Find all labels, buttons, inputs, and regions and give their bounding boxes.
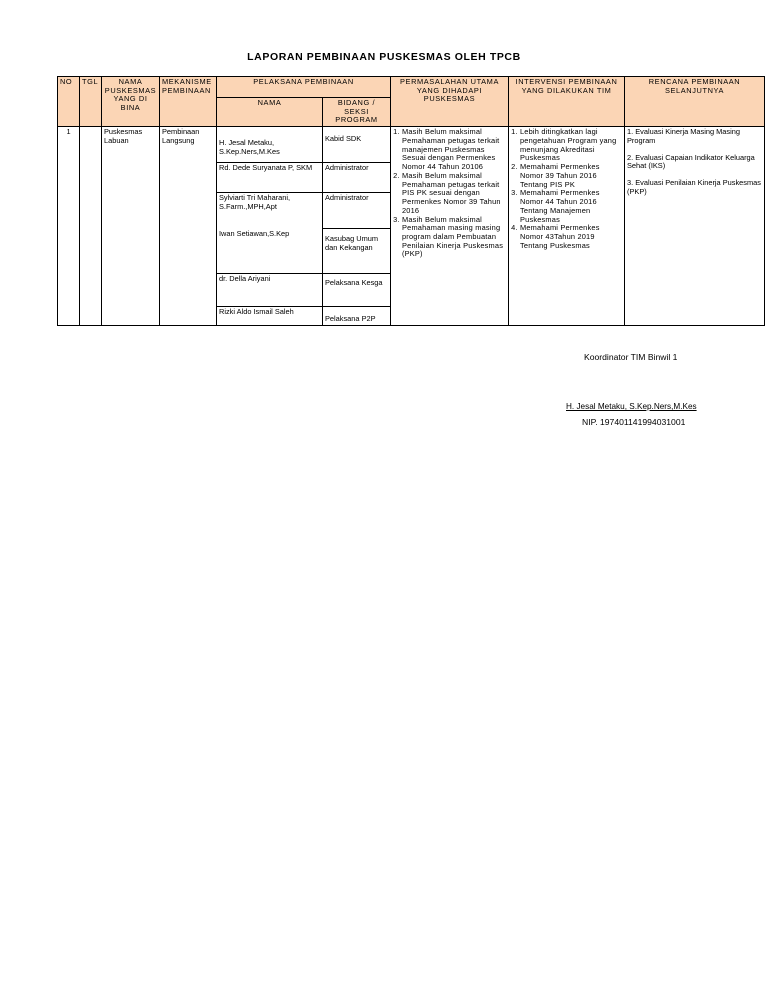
cell-puskesmas: Puskesmas Labuan (102, 127, 160, 326)
cell-mekanisme: Pembinaan Langsung (160, 127, 217, 326)
pelaksana-nama-3: Sylviarti Tri Maharani, S.Farm.,MPH,Apt (217, 193, 323, 229)
permasalahan-item: 3. Masih Belum maksimal Pemahaman masing masing program dalam Pembuatan Penilaian Kinerja Puskesmas (PKP) (402, 216, 506, 260)
header-bidang: BIDANG / SEKSI PROGRAM (323, 98, 391, 127)
permasalahan-item: 1. Masih Belum maksimal Pemahaman petugas terkait manajemen Puskesmas Sesuai dengan Permenkes Nomor 44 Tahun 20106 (402, 128, 506, 172)
signatory-name: H. Jesal Metaku, S.Kep.Ners,M.Kes (566, 402, 697, 411)
header-row (58, 77, 765, 98)
cell-no: 1 (58, 127, 80, 326)
rencana-item: 3. Evaluasi Penilaian Kinerja Puskesmas (PKP) (627, 178, 761, 196)
pelaksana-nama-4: Iwan Setiawan,S.Kep (217, 229, 323, 274)
rencana-item: 1. Evaluasi Kinerja Masing Masing Program (627, 127, 740, 145)
coordinator-label: Koordinator TIM Binwil 1 (584, 352, 678, 362)
header-permasalahan: PERMASALAHAN UTAMA YANG DIHADAPI PUSKESMAS (391, 77, 509, 127)
pelaksana-bidang-6: Pelaksana P2P (323, 307, 391, 326)
header-rencana: RENCANA PEMBINAAN SELANJUTNYA (625, 77, 765, 127)
header-mekanisme: MEKANISME PEMBINAAN (160, 77, 217, 127)
permasalahan-item: 2. Masih Belum maksimal Pemahaman petugas terkait PIS PK sesuai dengan Permenkes Nomor 39 Tahun 2016 (402, 172, 506, 216)
cell-permasalahan (391, 127, 509, 326)
pelaksana-bidang-1: Kabid SDK (323, 127, 391, 163)
header-tgl: TGL (80, 77, 102, 127)
signatory-nip: NIP. 197401141994031001 (582, 417, 686, 427)
intervensi-item: 4. Memahami Permenkes Nomor 43Tahun 2019 Tentang Puskesmas (520, 224, 622, 250)
header-intervensi: INTERVENSI PEMBINAAN YANG DILAKUKAN TIM (509, 77, 625, 127)
header-pelaksana: PELAKSANA PEMBINAAN (217, 77, 391, 98)
intervensi-item: 1. Lebih ditingkatkan lagi pengetahuan Program yang menunjang Akreditasi Puskesmas (520, 128, 622, 163)
report-table (57, 76, 765, 326)
pelaksana-bidang-2: Administrator (323, 163, 391, 193)
rencana-item: 2. Evaluasi Capaian Indikator Keluarga Sehat (IKS) (627, 152, 755, 171)
header-nama-puskesmas: NAMA PUSKESMAS YANG DI BINA (102, 77, 160, 127)
pelaksana-nama-5: dr. Della Ariyani (217, 274, 323, 307)
intervensi-item: 3. Memahami Permenkes Nomor 44 Tahun 2016 Tentang Manajemen Puskesmas (520, 189, 622, 224)
header-no: NO (58, 77, 80, 127)
pelaksana-nama-1: H. Jesal Metaku, S.Kep.Ners,M.Kes (217, 127, 323, 163)
cell-rencana (625, 127, 765, 326)
pelaksana-bidang-5: Pelaksana Kesga (323, 274, 391, 307)
table-row (58, 127, 765, 163)
report-title: LAPORAN PEMBINAAN PUSKESMAS OLEH TPCB (247, 51, 521, 63)
pelaksana-nama-6: Rizki Aldo Ismail Saleh (217, 307, 323, 326)
header-nama: NAMA (217, 98, 323, 127)
cell-intervensi (509, 127, 625, 326)
pelaksana-bidang-3: Administrator (323, 193, 391, 229)
pelaksana-bidang-4: Kasubag Umum dan Kekangan (323, 229, 391, 274)
cell-tgl (80, 127, 102, 326)
pelaksana-nama-2: Rd. Dede Suryanata P, SKM (217, 163, 323, 193)
intervensi-item: 2. Memahami Permenkes Nomor 39 Tahun 2016 Tentang PIS PK (520, 163, 622, 189)
